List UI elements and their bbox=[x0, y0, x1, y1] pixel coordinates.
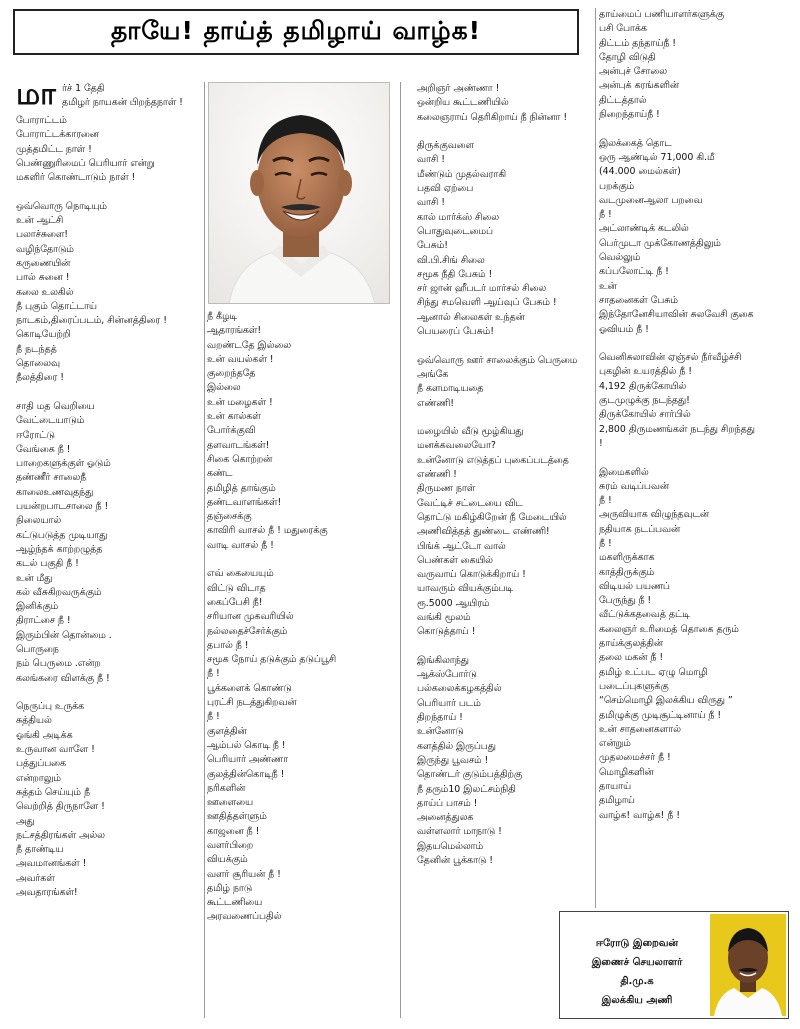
poem-line: விடியல் பயணப் bbox=[599, 580, 670, 592]
poem-line: பெண்ணுரிமைப் பெரியார் என்று bbox=[16, 157, 155, 169]
poem-line: தாய்மைப் பணியாளர்களுக்கு bbox=[599, 9, 724, 20]
poem-line: காஜனை நீ ! bbox=[207, 825, 260, 837]
poem-line: பேருந்து நீ ! bbox=[599, 595, 652, 607]
poem-line: இங்கிலாந்து bbox=[417, 654, 469, 666]
poem-line: எவ் கையையும் bbox=[207, 568, 274, 580]
poem-line: அணிவித்தத் துண்டை எண்ணி! bbox=[417, 526, 550, 538]
poem-line: இரும்பின் தொன்மை . bbox=[16, 629, 112, 641]
poem-line: தமிழ் நாடு bbox=[207, 882, 253, 894]
poem-line: ஊதித்தள்ளும் bbox=[207, 811, 267, 823]
poem-line: குறைந்ததே bbox=[207, 368, 256, 380]
poem-line: பெரியார் படம் bbox=[417, 697, 481, 709]
poem-line: வள்ளலார் மாநாடு ! bbox=[417, 826, 502, 838]
poem-line: திருக்குவளை bbox=[417, 140, 474, 152]
poem-line bbox=[417, 411, 595, 425]
poem-line: பசி போக்க bbox=[599, 23, 647, 35]
poem-line: நீ ! bbox=[599, 209, 612, 221]
poem-line: தஞ்சைக்கு bbox=[207, 511, 252, 523]
poem-line: மழையில் வீடு மூழ்கியது bbox=[417, 426, 524, 438]
poem-line: இந்தோனேசியாவின் சுலவேசி குகை bbox=[599, 309, 754, 321]
poem-line: திருமண நாள் bbox=[417, 483, 476, 495]
poem-line bbox=[16, 686, 200, 700]
headline-box bbox=[13, 9, 579, 55]
poem-line: வெனிசுலாவின் ஏஞ்சல் நீர்வீழ்ச்சி bbox=[599, 352, 742, 364]
poem-line: மகளிர் கொண்டாடும் நாள் ! bbox=[16, 172, 136, 184]
author-portrait bbox=[710, 914, 786, 1016]
poem-line: முத்தமிட்ட நாள் ! bbox=[16, 143, 92, 155]
poem-line: சர் ஜான் ஹீபடர் மார்சல் சிலை bbox=[417, 283, 547, 295]
poem-line: விட்டு விடாத bbox=[207, 582, 266, 594]
poem-line: அவர்கள் bbox=[16, 872, 55, 884]
poem-line: இதயமெல்லாம் bbox=[417, 840, 484, 852]
poem-line: உன் சாதனைகளால் bbox=[599, 723, 681, 735]
poem-line: சிகை கொற்றன் bbox=[207, 453, 273, 465]
poem-line bbox=[599, 337, 794, 351]
poem-line: கலை உலகில் bbox=[16, 286, 74, 298]
poem-line: பிங்க் ஆட்டோ வால் bbox=[417, 540, 506, 552]
poem-line: இருந்து பூவசம் ! bbox=[417, 754, 489, 766]
poem-line: (44.000 மைல்கள்) bbox=[599, 166, 681, 178]
poem-line: கொடியேற்றி bbox=[16, 329, 71, 341]
poem-line: அரவணைப்பதில் bbox=[207, 911, 282, 923]
poem-line: தோழி விடுதி bbox=[599, 51, 656, 63]
poem-line: மொழிகளின் bbox=[599, 766, 654, 778]
poem-line: பதவி ஏற்பை bbox=[417, 183, 474, 195]
poem-line: போராட்டம் bbox=[16, 115, 67, 126]
poem-line: கலைஞராய் தெரிகிறாய் நீ நின்னா ! bbox=[417, 111, 568, 123]
poem-line: வி.பி.சிங் சிலை bbox=[417, 254, 485, 266]
poem-line: பறக்கும் bbox=[599, 180, 635, 192]
poem-column-1 bbox=[16, 82, 200, 900]
poem-line: அன்புக் கரங்களின் bbox=[599, 80, 679, 92]
poem-line: தொட்டு மகிழ்கிறேன் நீ மேடையில் bbox=[417, 511, 567, 523]
poem-line: வேட்டிச் சட்டையை விட bbox=[417, 497, 523, 509]
poem-line: என்றும் bbox=[599, 738, 631, 750]
poem-line: சமூக நீதி பேசும் ! bbox=[417, 268, 493, 280]
poem-line: கட்டுபடுத்த முடியாது bbox=[16, 529, 108, 541]
poem-line: பால் சுனை ! bbox=[16, 272, 70, 284]
poem-line: பெரியார் அண்ணா bbox=[207, 754, 289, 766]
poem-line: இமைகளில் bbox=[599, 466, 649, 478]
poem-line: ஓங்கி அடிக்க bbox=[16, 729, 73, 741]
poem-line: தமிழ் உட்பட ஏழு மொழி bbox=[599, 666, 708, 678]
chief-minister-photo bbox=[208, 82, 390, 304]
poem-line: குலத்தின்கொடிநீ ! bbox=[207, 768, 285, 780]
poem-line: பொருநை bbox=[16, 643, 59, 655]
poem-line bbox=[16, 185, 200, 199]
poem-line: அங்கே bbox=[417, 368, 449, 380]
poem-line: பல்கலைக்கழகத்தில் bbox=[417, 683, 502, 695]
poem-line: கடல் பகுதி நீ ! bbox=[16, 558, 79, 570]
poem-line: முதலமைச்சர் நீ ! bbox=[599, 752, 671, 764]
poem-line: இனிக்கும் bbox=[16, 601, 59, 613]
poem-column-2 bbox=[207, 310, 397, 925]
poem-line: ஊளையை bbox=[207, 797, 254, 809]
poem-line: நீ கீழடி bbox=[207, 311, 237, 322]
poem-line: நெருப்பு உருக்க bbox=[16, 701, 85, 713]
poem-line: கருணையின் bbox=[16, 257, 71, 269]
poem-line: கால் மார்க்ஸ் சிலை bbox=[417, 211, 500, 223]
poem-line bbox=[207, 553, 397, 567]
poem-line: அட்லாண்டிக் கடலில் bbox=[599, 223, 689, 235]
poem-line: திருக்கோயில் சார்பில் bbox=[599, 409, 691, 421]
poem-line: திராட்சை நீ ! bbox=[16, 615, 71, 627]
poem-line: ஒரு ஆண்டில் 71,000 கி.மீ bbox=[599, 151, 715, 163]
poem-line: யாவரும் வியக்கும்படி bbox=[417, 583, 514, 595]
poem-line: புகழின் உயரத்தில் நீ ! bbox=[599, 366, 692, 378]
poem-line: நட்சத்திரங்கள் அல்ல bbox=[16, 829, 105, 841]
poem-line: சுத்தம் செய்யும் நீ bbox=[16, 786, 90, 798]
poem-line: மனக்கவலையோ? bbox=[417, 440, 496, 452]
poem-line: என்றாலும் bbox=[16, 772, 61, 784]
poem-line: ஆம்பல் கொடி நீ ! bbox=[207, 739, 286, 751]
poem-line: வீட்டுக்கதவைத் தட்டி bbox=[599, 609, 690, 621]
poem-line: காத்திருக்கும் bbox=[599, 566, 655, 578]
poem-line: நீ ! bbox=[599, 537, 612, 549]
portrait-image bbox=[209, 83, 390, 304]
poem-line: நீ தாண்டிய bbox=[16, 844, 64, 856]
poem-line: உன் மழைகள் ! bbox=[207, 396, 273, 408]
poem-line: ஆனால் சிலைகள் உந்தன் bbox=[417, 311, 525, 323]
poem-line: ஓவியம் நீ ! bbox=[599, 323, 649, 335]
poem-line: தமிழித் தாங்கும் bbox=[207, 482, 276, 494]
poem-line: உன் கால்கள் bbox=[207, 411, 261, 423]
poem-line: தாயாய் bbox=[599, 781, 631, 793]
poem-line: நீ நடந்தத் bbox=[16, 343, 57, 355]
poem-line: தண்ணீர் சாலைநீ bbox=[16, 472, 87, 484]
poem-line: எண்ணி! bbox=[417, 397, 454, 409]
poem-line: உன் மீது bbox=[16, 572, 53, 584]
poem-line: உருவான வாளே ! bbox=[16, 744, 95, 756]
poem-line: நீ தரும்10 இலட்சம்நிதி bbox=[417, 783, 516, 795]
poem-line: நீ களமாடியதை bbox=[417, 383, 484, 395]
poem-line: பெர்முடா முக்கோணத்திலும் bbox=[599, 237, 721, 249]
poem-line: வழிந்தோடும் bbox=[16, 243, 74, 255]
poem-line: வேங்கை நீ ! bbox=[16, 443, 71, 455]
column-rule bbox=[204, 82, 205, 1018]
poem-line: வெல்லும் bbox=[599, 252, 641, 264]
author-photo bbox=[710, 914, 786, 1016]
poem-line: ஆக்ஸ்போர்டு bbox=[417, 669, 477, 681]
poem-line: குடமுழுக்கு நடந்தது! bbox=[599, 395, 690, 407]
poem-line: பூக்களைக் கொண்டு bbox=[207, 682, 292, 694]
poem-line: கலங்கரை விளக்கு நீ ! bbox=[16, 672, 110, 684]
poem-line: புரட்சி நடத்துகிறவன் bbox=[207, 697, 297, 709]
poem-line: உன் bbox=[599, 280, 617, 292]
author-name: ஈரோடு இறைவன் bbox=[595, 938, 679, 949]
poem-line: திட்டத்தால் bbox=[599, 94, 647, 106]
poem-line: வெற்றித் திருநாளே ! bbox=[16, 801, 105, 813]
poem-line: சரியான முகவரியில் bbox=[207, 611, 294, 623]
poem-line: நம் பெருமை .என்ற bbox=[16, 658, 101, 670]
poem-line: தண்டவாளங்கள்! bbox=[207, 496, 282, 508]
poem-line: காவிரி வாசல் நீ ! மதுரைக்கு bbox=[207, 525, 328, 537]
poem-line: காலைஉணவுதந்து bbox=[16, 486, 94, 498]
dropcap-text bbox=[62, 82, 183, 111]
poem-line: உன்னோடு bbox=[417, 726, 464, 738]
poem-line: வங்கி மூலம் bbox=[417, 611, 471, 623]
poem-line: தொண்டர் குடும்பத்திற்கு bbox=[417, 769, 523, 781]
poem-line: பேசும்! bbox=[417, 240, 449, 252]
poem-line: நீ ! bbox=[599, 495, 612, 507]
poem-column-4 bbox=[599, 8, 794, 823]
author-details bbox=[566, 934, 708, 1010]
author-role: இணைச் செயலாளர் bbox=[591, 957, 683, 968]
poem-line: குளத்தின் bbox=[207, 725, 247, 737]
poem-line: வளர் சூரியன் நீ ! bbox=[207, 868, 281, 880]
poem-line: கலைஞர் உரிமைத் தொகை தரும் bbox=[599, 623, 739, 635]
poem-line: ரூ.5000 ஆயிரம் bbox=[417, 597, 490, 609]
poem-line: நாடகம்,திரைப்படம், சின்னத்திரை ! bbox=[16, 315, 167, 327]
poem-line: தாய்ப் பாசம் ! bbox=[417, 797, 478, 809]
headline: தாயே! தாய்த் தமிழாய் வாழ்க! bbox=[110, 15, 482, 45]
poem-line: 2,800 திருமணங்கள் நடந்து சிறந்தது bbox=[599, 423, 755, 435]
poem-line: நிலையால் bbox=[16, 515, 62, 527]
poem-line: அவதாரங்கள்! bbox=[16, 887, 78, 899]
poem-line: கூட்டணியை bbox=[207, 897, 263, 909]
poem-line: வடமுனைஆலா பறவை bbox=[599, 194, 703, 206]
poem-column-3 bbox=[417, 82, 595, 868]
poem-line: அனைத்துலக bbox=[417, 812, 474, 824]
poem-line: இலக்கைத் தொட bbox=[599, 137, 672, 149]
poem-line: போராட்டக்காரனை bbox=[16, 129, 99, 141]
poem-line: நிறைந்தாய்நீ ! bbox=[599, 109, 660, 121]
poem-line: சாதி மத வெறியை bbox=[16, 400, 95, 412]
poem-line: தபால் நீ ! bbox=[207, 639, 249, 651]
poem-line: இல்லை bbox=[207, 382, 241, 394]
poem-line: அவமானங்கள் ! bbox=[16, 858, 87, 870]
poem-line: அருவியாக விழுந்தவுடன் bbox=[599, 509, 710, 521]
author-box bbox=[559, 911, 789, 1019]
poem-line: பொதுவுடைமைப் bbox=[417, 225, 493, 237]
poem-line: வறண்டதே இல்லை bbox=[207, 339, 292, 351]
poem-line: கொடுத்தாய் ! bbox=[417, 626, 476, 638]
poem-line: நரிகளின் bbox=[207, 782, 246, 794]
poem-line: சமூக நோய் தடுக்கும் தடுப்பூசி bbox=[207, 654, 337, 666]
poem-line: அறிஞர் அண்ணா ! bbox=[417, 83, 500, 94]
dropcap-block bbox=[16, 82, 200, 114]
author-party: தி.மு.க bbox=[620, 976, 654, 987]
poem-line bbox=[417, 339, 595, 353]
poem-line: ஒவ்வொரு ஊர் சாலைக்கும் பெருமை bbox=[417, 354, 578, 366]
poem-line: போர்க்குவி bbox=[207, 425, 256, 437]
poem-line: வாழ்க! வாழ்க! நீ ! bbox=[599, 809, 681, 821]
poem-line bbox=[417, 640, 595, 654]
poem-line: தமிழுக்கு முடிசூட்டினாய் நீ ! bbox=[599, 709, 722, 721]
poem-line: பயன்றபாடசாலை நீ ! bbox=[16, 501, 109, 513]
dropcap: மா bbox=[16, 82, 55, 112]
poem-line: 4,192 திருக்கோயில் bbox=[599, 380, 687, 392]
poem-line bbox=[599, 122, 794, 136]
poem-line: வருவாய் கொடுக்கிறாய் ! bbox=[417, 569, 526, 581]
poem-line: பெயரைப் பேசும்! bbox=[417, 326, 495, 338]
poem-line: ர்ச் 1 தேதி bbox=[62, 83, 105, 94]
poem-line: ஒவ்வொரு நொடியும் bbox=[16, 200, 107, 212]
poem-line: மகளிருக்காக bbox=[599, 552, 655, 564]
poem-line: ஆழ்ந்தக் காற்றழுத்த bbox=[16, 543, 103, 555]
poem-line: நீ புகும் தொட்டாய் bbox=[16, 300, 97, 312]
poem-line: அது bbox=[16, 815, 35, 827]
poem-line: அன்புச் சோலை bbox=[599, 66, 668, 78]
poem-line: வாசி ! bbox=[417, 154, 445, 166]
poem-line bbox=[16, 386, 200, 400]
poem-line: திறந்தாய் ! bbox=[417, 712, 463, 724]
poem-line: திட்டம் தந்தாய்நீ ! bbox=[599, 37, 677, 49]
author-wing: இலக்கிய அணி bbox=[601, 995, 673, 1006]
column-rule bbox=[595, 8, 596, 908]
poem-line: நீ ! bbox=[207, 711, 220, 723]
poem-line: களத்தில் இருப்பது bbox=[417, 740, 496, 752]
poem-line: வேட்டையாடும் bbox=[16, 415, 85, 427]
poem-line: தளவாடங்கள்! bbox=[207, 439, 270, 451]
poem-line: தாய்க்குலத்தின் bbox=[599, 638, 663, 650]
poem-line: நீலத்திரை ! bbox=[16, 372, 65, 384]
poem-line: சுத்தியல் bbox=[16, 715, 52, 727]
poem-line bbox=[599, 451, 794, 465]
poem-line: தலை மகன் நீ ! bbox=[599, 652, 664, 664]
poem-line: உன் வயல்கள் ! bbox=[207, 353, 274, 365]
poem-line: கைப்பேசி நீ! bbox=[207, 596, 263, 608]
poem-line: வியக்கும் bbox=[207, 854, 248, 866]
poem-line bbox=[417, 125, 595, 139]
poem-line: வளர்பிறை bbox=[207, 839, 254, 851]
poem-line: தேனின் பூக்காடு ! bbox=[417, 855, 493, 867]
poem-line: ஒன்றிய கூட்டணியில் bbox=[417, 97, 509, 109]
poem-line: நல்லதைச்சேர்க்கும் bbox=[207, 625, 288, 637]
poem-line: தமிழர் நாயகன் பிறந்தநாள் ! bbox=[62, 97, 183, 109]
poem-line: சாதனைகள் பேசும் bbox=[599, 294, 678, 306]
poem-line: சிந்து சமவெளி ஆய்வுப் பேசும் ! bbox=[417, 297, 557, 309]
poem-line: ஆதாரங்கள்! bbox=[207, 325, 262, 337]
column-rule bbox=[400, 82, 401, 1018]
poem-line: பாறைகளுக்குள் ஓடும் bbox=[16, 458, 111, 470]
poem-line: பலாச்சுளை! bbox=[16, 229, 69, 241]
poem-line: தமிழாய் bbox=[599, 795, 635, 807]
poem-line: பத்துப்பகை bbox=[16, 758, 67, 770]
poem-line: கண்ட bbox=[207, 468, 233, 480]
poem-line: ஈரோட்டு bbox=[16, 429, 55, 441]
poem-line: ! bbox=[599, 437, 603, 449]
poem-line: உன் ஆட்சி bbox=[16, 215, 64, 227]
poem-line: பெண்கள் கையில் bbox=[417, 554, 493, 566]
poem-line: உன்னோடு எடுத்தப் புகைப்படத்தை bbox=[417, 454, 569, 466]
poem-line: கல் வீசுகிறவருக்கும் bbox=[16, 586, 102, 598]
poem-line: “செம்மொழி இலக்கிய விருது ” bbox=[599, 695, 733, 707]
poem-line: கப்பலோட்டி நீ ! bbox=[599, 266, 669, 278]
poem-line: வாடி வாசல் நீ ! bbox=[207, 539, 274, 551]
poem-line: நதியாக நடப்பவன் bbox=[599, 523, 681, 535]
poem-line: தொலைவு bbox=[16, 358, 60, 370]
poem-line: மீண்டும் முதல்வராகி bbox=[417, 168, 507, 180]
poem-line: படைப்புகளுக்கு bbox=[599, 680, 669, 692]
poem-line: சுரம் வடிப்பவன் bbox=[599, 480, 669, 492]
poem-line: எண்ணி ! bbox=[417, 469, 457, 481]
poem-line: வாசி ! bbox=[417, 197, 445, 209]
poem-line: நீ ! bbox=[207, 668, 220, 680]
